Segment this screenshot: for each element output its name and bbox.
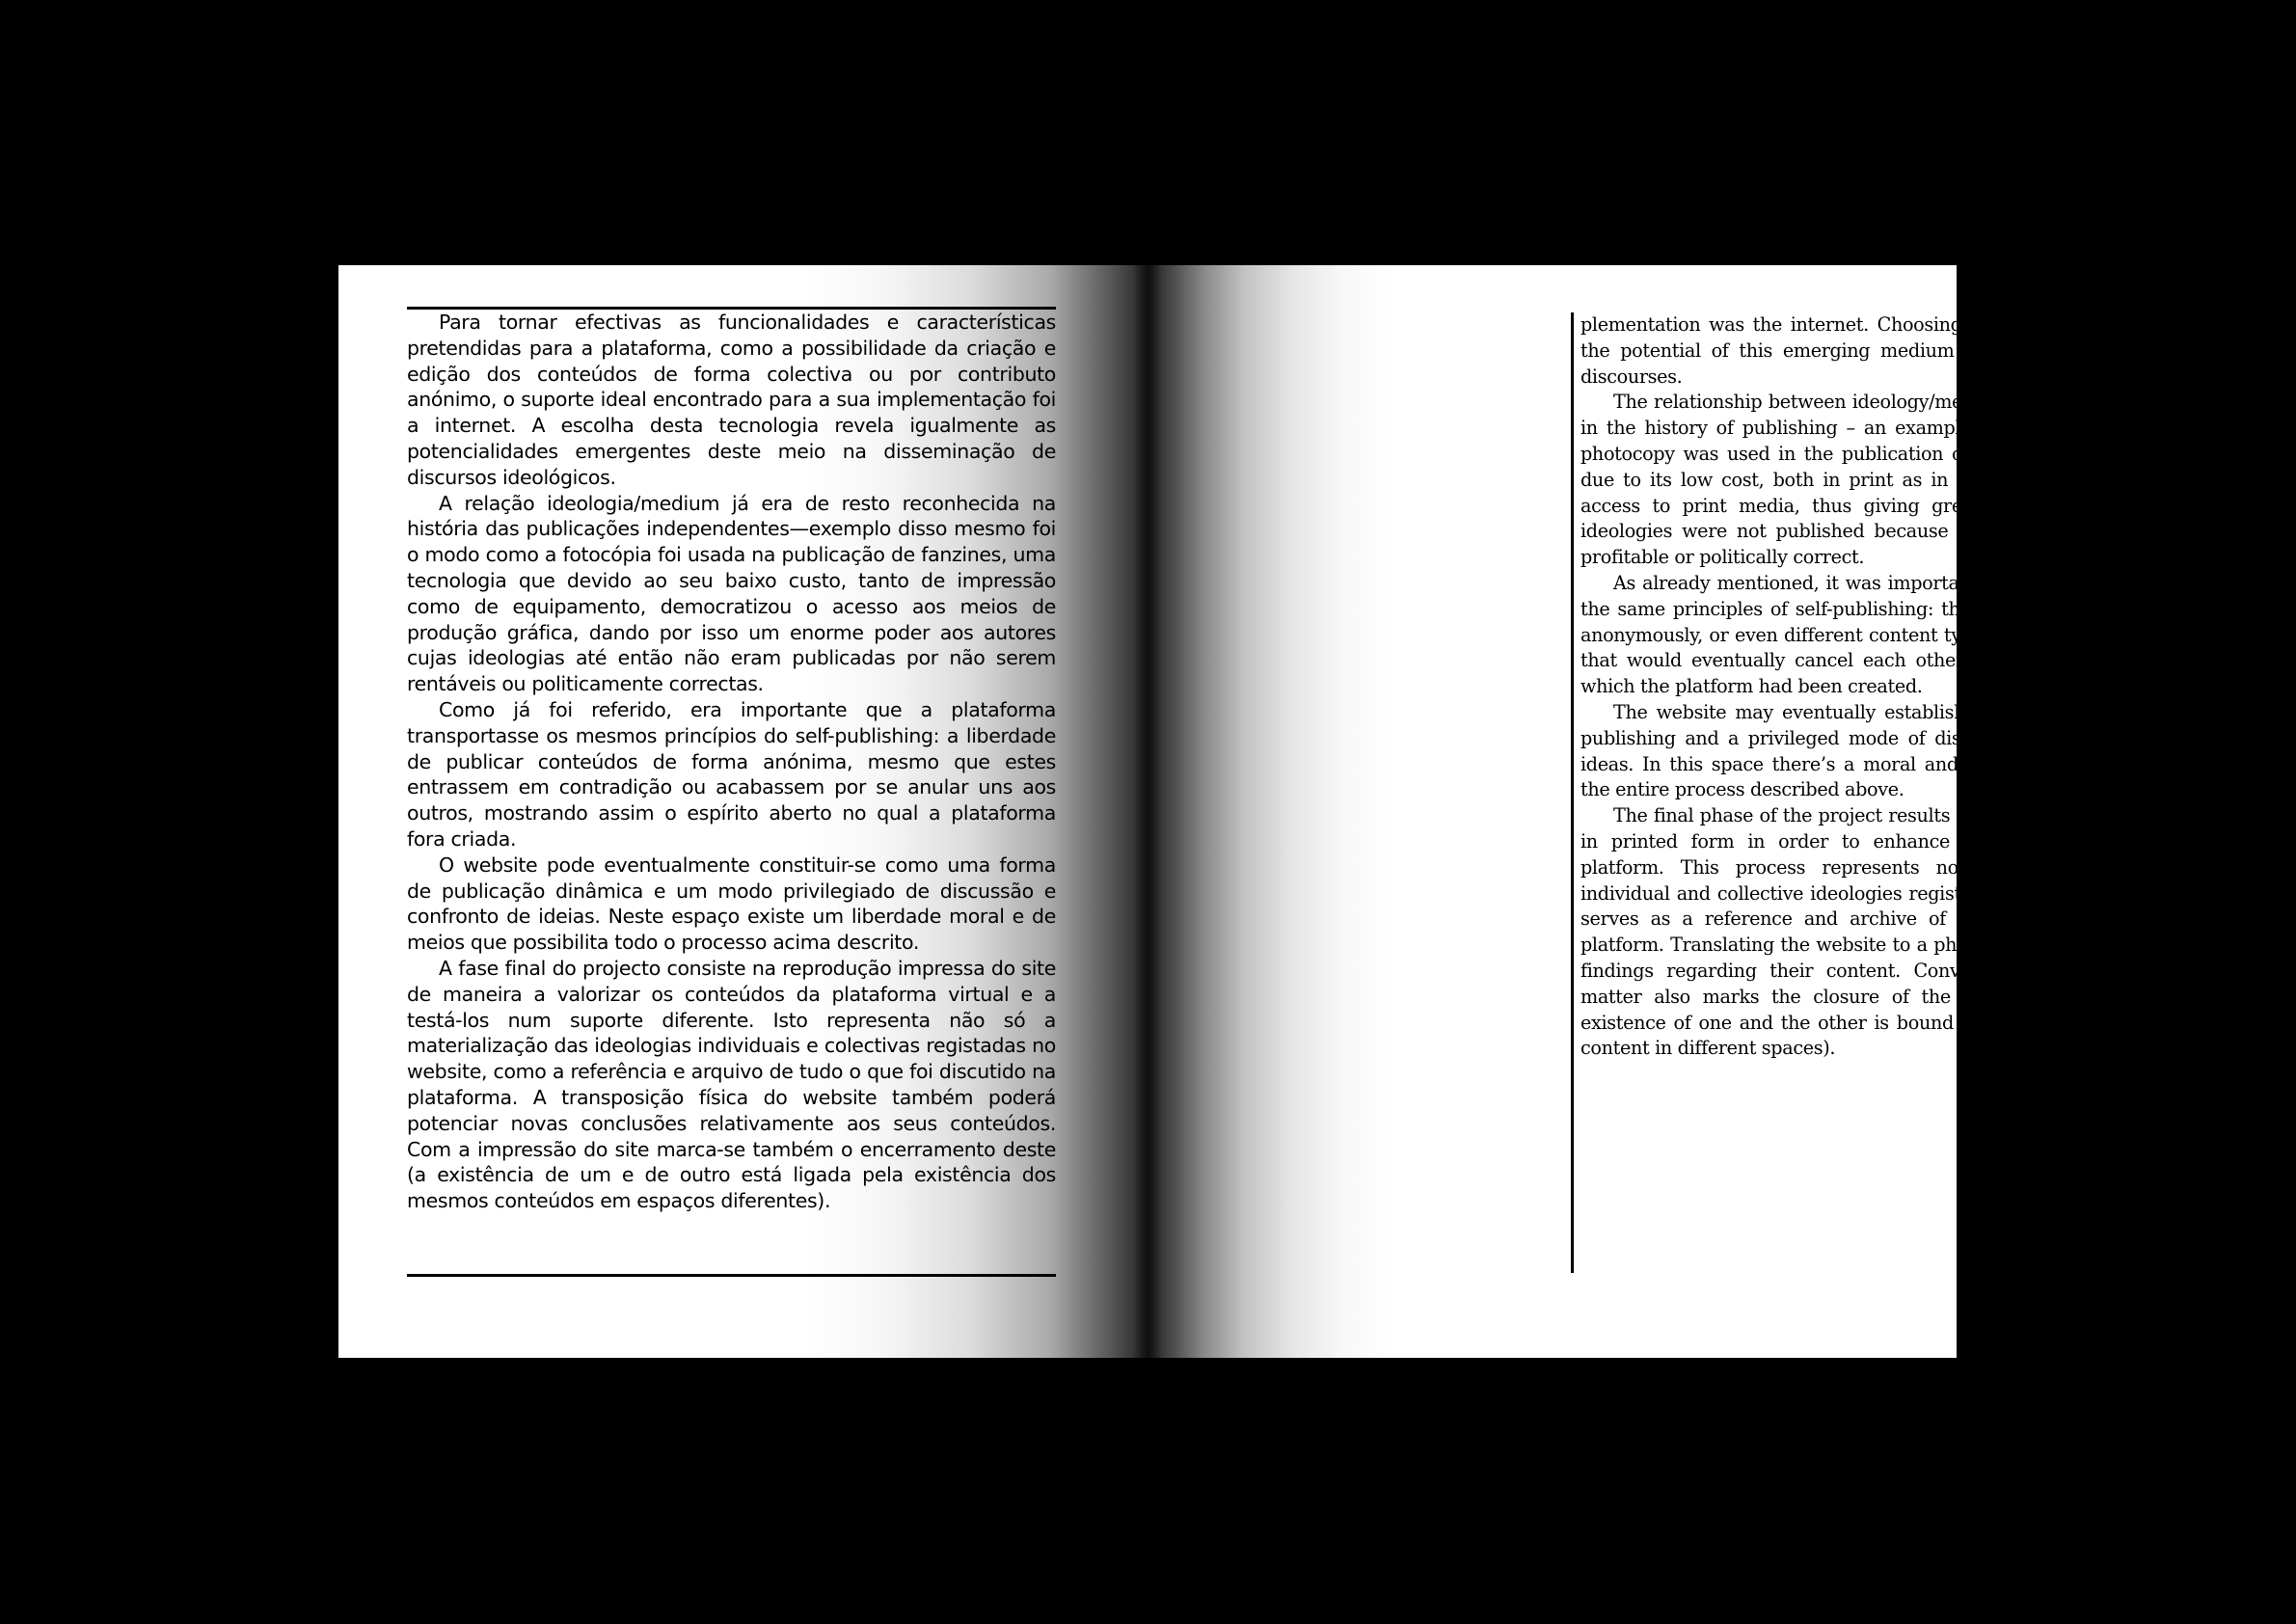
book-spread [338,265,2230,1358]
left-paragraph-4: O website pode eventualmente constituir-se como uma forma de publicação dinâmica e um modo privilegiado de discussão e confronto de ideias. Neste espaço existe um liberdade moral e de meios que possibilita todo o processo acima descrito. [407,853,1056,955]
right-paragraph-3: As already mentioned, it was important for this platform to convey the same principles of self-publishing: the freedom to publish content anonymously, or even different content types that enter into conflict or that would eventually cancel each other, showing the open spirit in which the platform had been created. [1580,571,2230,698]
right-page [1148,265,2230,1358]
right-vertical-rule [2238,312,2241,1273]
left-page-body [407,310,1056,1214]
right-text-block [1571,312,2241,1273]
right-paragraph-2: The relationship between ideology/medium was already recognized in the history of publishing – an example of that was how the xerox photocopy was used in the publication of fanzines, a technology that due to its low cost, both in print as in equipment, democratized the access to print media, thus giving great power to authors whose ideologies were not published because they were not recognized as profitable or politically correct. [1580,391,2230,569]
left-page [338,265,1148,1358]
right-page-body [1580,312,2230,1062]
book-gutter [1133,265,1162,1358]
left-paragraph-3: Como já foi referido, era importante que a plataforma transportasse os mesmos princípios do self-publishing: a liberdade de publicar conteúdos de forma anónima, mesmo que estes entrassem em contradição ou acabassem por se anular uns aos outros, mostrando assim o espírito aberto no qual a plataforma fora criada. [407,697,1056,851]
left-paragraph-5: A fase final do projecto consiste na reprodução impressa do site de maneira a valorizar os conteúdos da plataforma virtual e a testá-los num suporte diferente. Isto representa não só a materialização das ideologias individuais e colectivas registadas no website, como a referência e arquivo de tudo o que foi discutido na plataforma. A transposição física do website também poderá potenciar novas conclusões relativamente aos seus conteúdos. Com a impressão do site marca-se também o encerramento deste (a existência de um e de outro está ligada pela existência dos mesmos conteúdos em espaços diferentes). [407,956,1056,1213]
right-paragraph-5: The final phase of the project results in the reproduction of the site in printed form in order to enhance the contents of the virtual platform. This process represents not only the embodiment of individual and collective ideologies registered on the website, but also serves as a reference and archive of everything discussed on the platform. Translating the website to a physical format could boost new findings regarding their content. Converting the site into printed matter also marks the closure of the web-site lifespan (since the existence of one and the other is bound by the existence of the same content in different spaces). [1580,804,2230,1060]
left-vertical-rule [1571,312,1574,1273]
left-paragraph-1: Para tornar efectivas as funcionalidades e características pretendidas para a plataforma, como a possibilidade da criação e edição dos conteúdos de forma colectiva ou por contributo anónimo, o suporte ideal encontrado para a sua implementação foi a internet. A escolha desta tecnologia revela igualmente as potencialidades emergentes deste meio na disseminação de discursos ideológicos. [407,311,1056,489]
left-paragraph-2: A relação ideologia/medium já era de resto reconhecida na história das publicações independentes—exemplo disso mesmo foi o modo como a fotocópia foi usada na publicação de fanzines, uma tecnologia que devido ao seu baixo custo, tanto de impressão como de equipamento, democratizou o acesso aos meios de produção gráfica, dando por isso um enorme poder aos autores cujas ideologias até então não eram publicadas por não serem rentáveis ou politicamente correctas. [407,491,1056,696]
bottom-rule [407,1274,1056,1277]
left-text-block [407,307,1056,1277]
right-paragraph-1: plementation was the internet. Choosing this technology also reveals the potential of this emerging medium in the spread of ideological discourses. [1580,313,2230,388]
right-paragraph-4: The website may eventually establish itself as a dynamic form of publishing and a privileged mode of discussion and confrontation of ideas. In this space there’s a moral and media freedom that enables the entire process described above. [1580,700,2230,801]
